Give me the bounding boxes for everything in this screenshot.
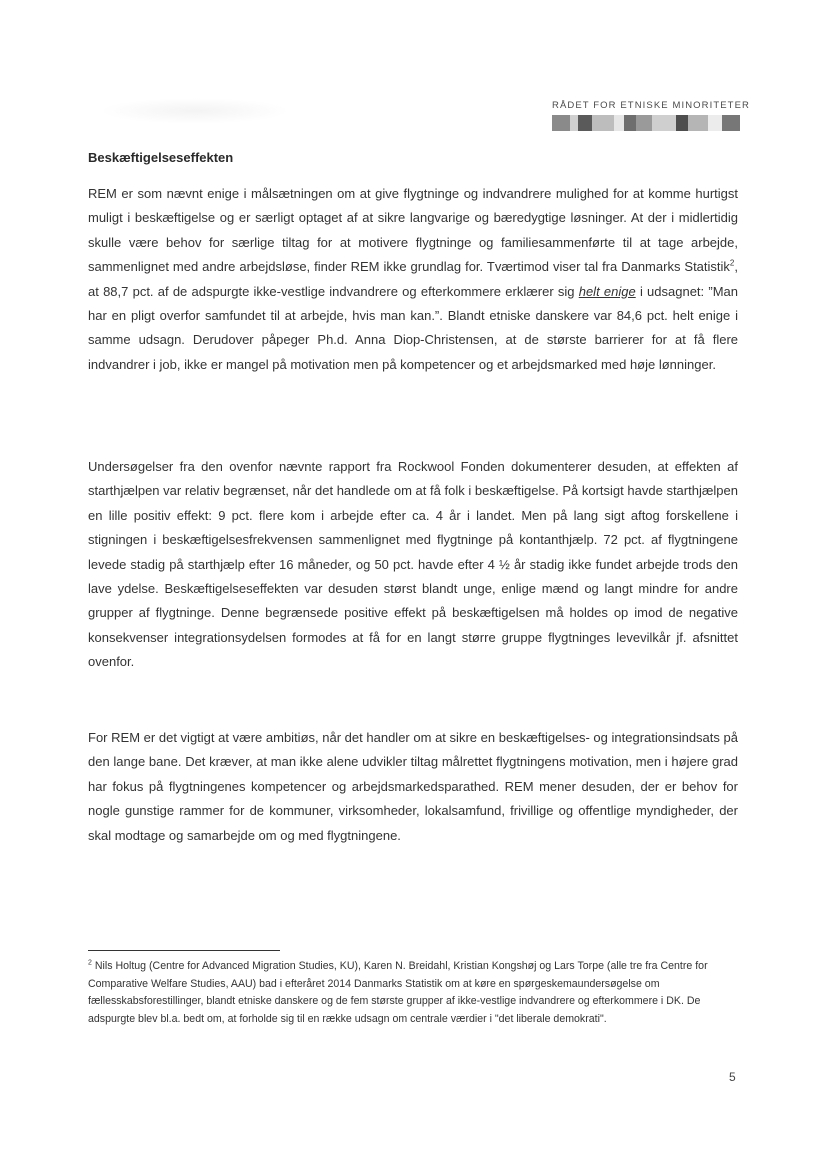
organization-logo: [552, 100, 750, 131]
logo-bar-segment: [592, 115, 614, 131]
logo-bar-segment: [624, 115, 636, 131]
logo-bar-segment: [636, 115, 652, 131]
footnote-text: Nils Holtug (Centre for Advanced Migration Studies, KU), Karen N. Breidahl, Kristian Kongshøj og Lars Torpe (alle tre fra Centre for Comparative Welfare Studies, AAU) bad i efteråret 2014 Danmarks Statistik om at køre en spørgeskemaundersøgelse om fællesskabsforestillinger, blandt etniske danskere og de fem største grupper af ikke-vestlige indvandrere og efterkommere i DK. De adspurgte blev bl.a. bedt om, at forholde sig til en række udsagn om centrale værdier i "det liberale demokrati".: [88, 960, 708, 1025]
logo-text: RÅDET FOR ETNISKE MINORITETER: [552, 100, 750, 111]
logo-bar-segment: [652, 115, 676, 131]
paragraph-1-part3: i udsagnet: ”Man har en pligt overfor samfundet til at arbejde, hvis man kan.”. Blandt etniske danskere var 84,6 pct. helt enige i samme udsagn. Derudover påpeger Ph.d. Anna Diop-Christensen, at de største barrierer for at få flere indvandrer i job, ikke er mangel på motivation men på kompetencer og et arbejdsmarked med høje lønninger.: [88, 283, 738, 372]
logo-bar-segment: [688, 115, 708, 131]
page-number: 5: [729, 1070, 736, 1084]
section-heading: Beskæftigelseseffekten: [88, 150, 234, 165]
paragraph-1: [88, 182, 738, 377]
logo-bar-segment: [722, 115, 740, 131]
logo-bar-segment: [552, 115, 570, 131]
logo-bar-segment: [578, 115, 592, 131]
emphasis-text: helt enige: [578, 283, 636, 299]
logo-color-bar: [552, 115, 740, 131]
footnote-number: 2: [88, 959, 92, 967]
logo-bar-segment: [676, 115, 688, 131]
logo-bar-segment: [614, 115, 624, 131]
footnote: [88, 958, 738, 1028]
paragraph-3: For REM er det vigtigt at være ambitiøs, når det handler om at sikre en beskæftigelses- og integrationsindsats på den lange bane. Det kræver, at man ikke alene udvikler tiltag målrettet flygtningens motivation, men i højere grad har fokus på flygtningenes kompetencer og arbejdsmarkedsparathed. REM mener desuden, der er behov for nogle gunstige rammer for de kommuner, virksomheder, lokalsamfund, frivillige og offentlige myndigheder, der skal modtage og samarbejde om og med flygtningene.: [88, 730, 738, 843]
footnote-divider: [88, 950, 280, 951]
logo-bar-segment: [708, 115, 722, 131]
paragraph-1-part2: , at 88,7 pct. af de adspurgte ikke-vestlige indvandrere og efterkommere erklærer sig: [88, 259, 738, 299]
paragraph-2: Undersøgelser fra den ovenfor nævnte rapport fra Rockwool Fonden dokumenterer desuden, at effekten af starthjælpen var relativ begrænset, når det handlede om at få folk i beskæftigelse. På kortsigt havde starthjælpen en lille positiv effekt: 9 pct. flere kom i arbejde efter ca. 4 år i landet. Men på lang sigt aftog forskellene i stigningen i beskæftigelsesfrekvensen sammenlignet med flygtninge på kontanthjælp. 72 pct. af flygtningene levede stadig på starthjælp efter 16 måneder, og 50 pct. havde efter 4 ½ år stadig ikke fundet arbejde trods den lave ydelse. Beskæftigelseseffekten var desuden størst blandt unge, enlige mænd og langt mindre for andre grupper af flygtninge. Denne begrænsede positive effekt på beskæftigelsen må holdes op imod de negative konsekvenser integrationsydelsen formodes at få for en langt større gruppe flygtninges levevilkår jf. afsnittet ovenfor.: [88, 459, 738, 670]
scan-smudge: [100, 98, 290, 124]
paragraph-1-part1: REM er som nævnt enige i målsætningen om at give flygtninge og indvandrere mulighed for at komme hurtigst muligt i beskæftigelse og er særligt optaget af at sikre langvarige og bæredygtige løsninger. At der i midlertidig skulle være behov for særlige tiltag for at motivere flygtninge og familiesammenførte til at tage arbejde, sammenlignet med andre arbejdsløse, finder REM ikke grundlag for. Tværtimod viser tal fra Danmarks Statistik: [88, 186, 738, 275]
logo-bar-segment: [570, 115, 578, 131]
footnote-reference[interactable]: 2: [729, 258, 735, 268]
